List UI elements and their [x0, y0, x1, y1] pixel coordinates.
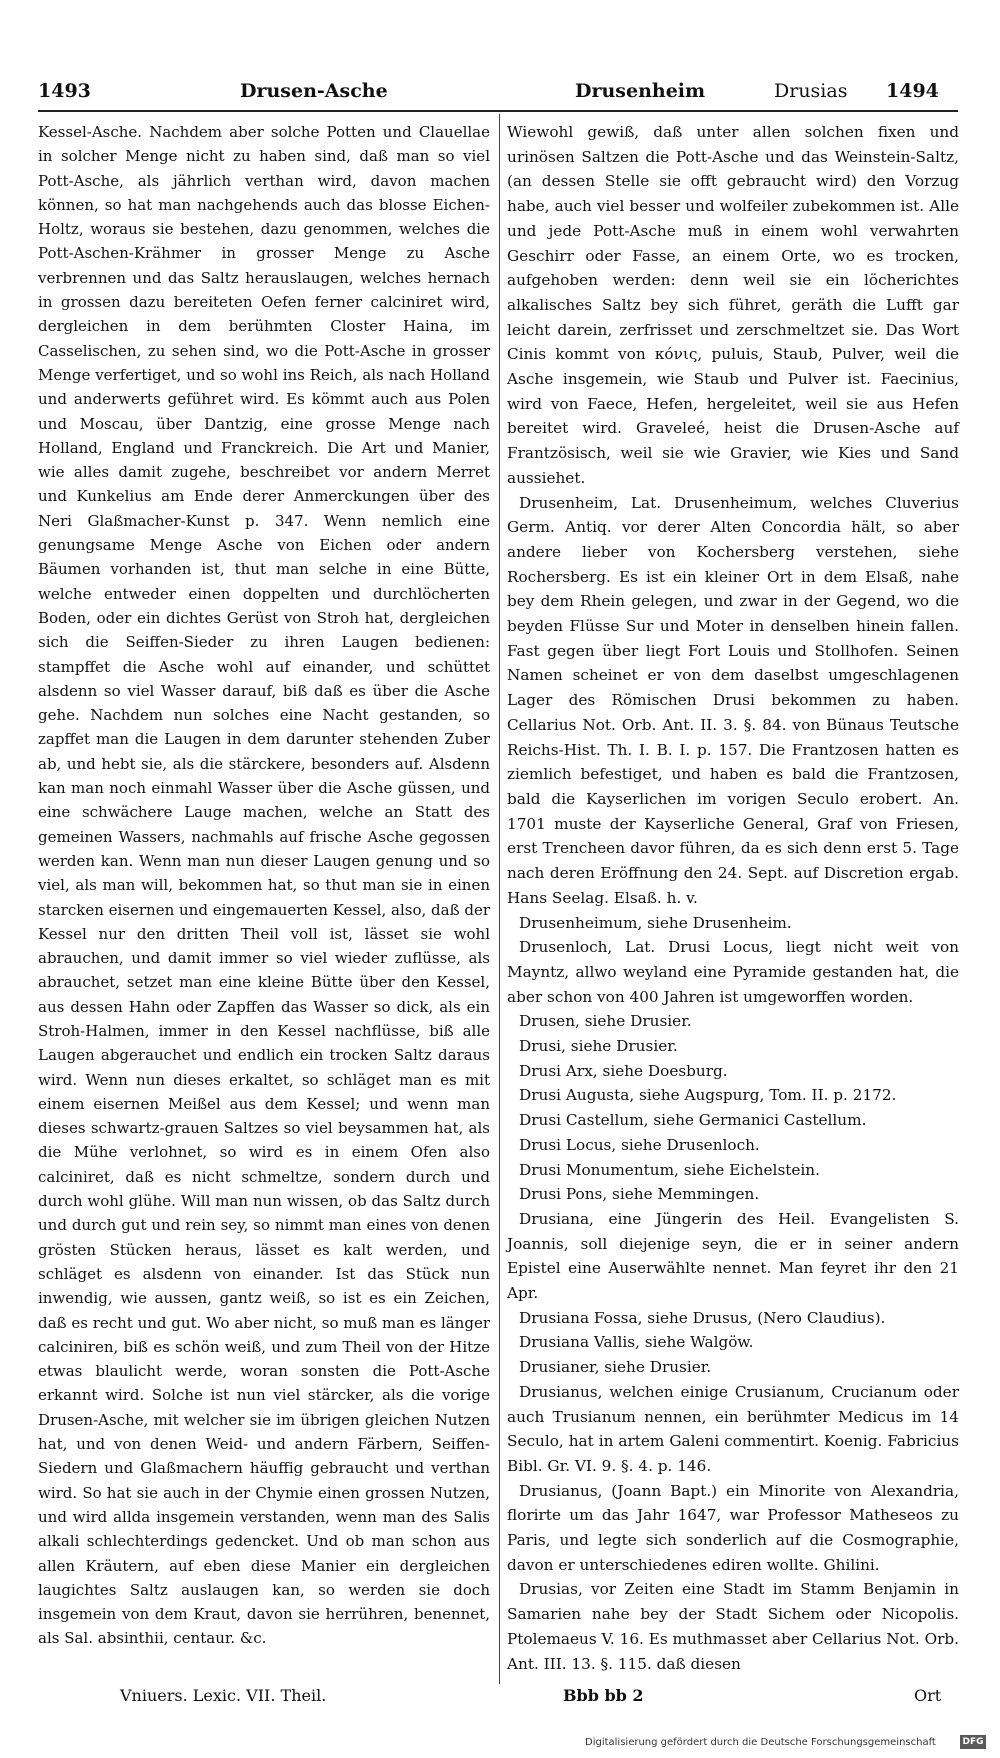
- running-title-right: Drusenheim: [575, 80, 706, 102]
- right-column: [507, 120, 959, 1676]
- left-column-text: Kessel-Asche. Nachdem aber solche Potten und Clauellae in solcher Menge nicht zu haben sind, daß man so viel Pott-Asche, als jährlich verthan wird, davon machen können, so hat man nachgehends auch das blosse Eichen-Holtz, woraus sie bestehen, dazu genommen, welches die Pott-Aschen-Krähmer in grosser Menge zu Asche verbrennen und das Saltz herauslaugen, welches hernach in grossen dazu bereiteten Oefen ferner calciniret wird, dergleichen in dem berühmten Closter Haina, im Casselischen, zu sehen sind, wo die Pott-Asche in grosser Menge verfertiget, und so wohl ins Reich, als nach Holland und anderwerts geführet wird. Es kömmt auch aus Polen und Moscau, über Dantzig, eine grosse Menge nach Holland, England und Franckreich. Die Art und Manier, wie alles damit zugehe, beschreibet vor andern Merret und Kunkelius am Ende derer Anmerckungen über des Neri Glaßmacher-Kunst p. 347. Wenn nemlich eine genungsame Menge Asche von Eichen oder andern Bäumen vorhanden ist, thut man selche in eine Bütte, welche entweder einen doppelten und durchlöcherten Boden, oder ein dichtes Gerüst von Stroh hat, dergleichen sich die Seiffen-Sieder zu ihren Laugen bedienen: stampffet die Asche wohl auf einander, und schüttet alsdenn so viel Wasser darauf, biß daß es über die Asche gehe. Nachdem nun solches eine Nacht gestanden, so zapffet man die Laugen in dem darunter stehenden Zuber ab, und hebt sie, als die stärckere, besonders auf. Alsdenn kan man noch einmahl Wasser über die Asche güssen, und eine schwächere Lauge machen, welche an Statt des gemeinen Wassers, nachmahls auf frische Asche gegossen werden kan. Wenn man nun dieser Laugen genung und so viel, als man will, bekommen hat, so thut man sie in einen starcken eisernen und eingemauerten Kessel, also, daß der Kessel nur den dritten Theil voll ist, lässet sie wohl abrauchen, und damit immer so viel wieder zuflüsse, als abrauchet, setzet man eine kleine Bütte über den Kessel, aus dessen Hahn oder Zapffen das Wasser so dick, als ein Stroh-Halmen, immer in den Kessel nachflüsse, biß alle Laugen abgerauchet und endlich ein trocken Saltz daraus wird. Wenn nun dieses erkaltet, so schläget man es mit einem eisernen Meißel aus dem Kessel; und wenn man dieses schwartz-grauen Saltzes so viel beysammen hat, als die Mühe verlohnet, so wird es in einem Ofen also calciniret, daß es nicht schmeltze, sondern durch und durch wohl glühe. Will man nun wissen, ob das Saltz durch und durch gut und rein sey, so nimmt man eines von denen grösten Stücken heraus, lässet es kalt werden, und schläget es alsdenn von einander. Ist das Stück nun inwendig, wie aussen, gantz weiß, so ist es ein Zeichen, daß es recht und gut. Wo aber nicht, so muß man es länger calciniren, biß es schön weiß, und zum Theil von der Hitze etwas blaulicht werde, woran sonsten die Pott-Asche erkannt wird. Solche ist nun viel stärcker, als die vorige Drusen-Asche, mit welcher sie im übrigen gleichen Nutzen hat, und von denen Weid- und andern Färbern, Seiffen-Siedern und Glaßmachern häuffig gebraucht und verthan wird. So hat sie auch in der Chymie einen grossen Nutzen, und wird allda insgemein verstanden, wenn man des Salis alkali schlechterdings gedencket. Und ob man schon aus allen Kräutern, auf eben diese Manier ein dergleichen laugichtes Saltz auslaugen kan, so werden sie doch insgemein von dem Kraut, davon sie herrühren, benennet, als Sal. absinthii, centaur. &c.: [38, 123, 491, 1648]
- entry-drusiana-fossa: Drusiana Fossa, siehe Drusus, (Nero Claudius).: [519, 1308, 886, 1327]
- entry-drusianus-joann: Drusianus, (Joann Bapt.) ein Minorite von Alexandria, florirte um das Jahr 1647, war Professor Matheseos zu Paris, und legte sich sonderlich auf die Cosmographie, davon er unterschiedenes ediren wollte. Ghilini.: [507, 1481, 959, 1574]
- column-divider: [499, 114, 500, 1684]
- entry-drusiana-vallis: Drusiana Vallis, siehe Walgöw.: [519, 1333, 754, 1352]
- entry-drusenheim: Drusenheim, Lat. Drusenheimum, welches Cluverius Germ. Antiq. vor derer Alten Concordia hält, so aber andere lieber von Kochersberg verstehen, siehe Rochersberg. Es ist ein kleiner Ort in dem Elsaß, nahe bey dem Rhein gelegen, und zwar in der Gegend, wo die beyden Flüsse Sur und Moter in denselben hinein fallen. Fast gegen über liegt Fort Louis und Stollhofen. Seinen Namen scheinet er von dem daselbst umgeschlagenen Lager des Römischen Drusi bekommen zu haben. Cellarius Not. Orb. Ant. II. 3. §. 84. von Bünaus Teutsche Reichs-Hist. Th. I. B. I. p. 157. Die Frantzosen hatten es ziemlich befestiget, und haben es bald die Frantzosen, bald die Kayserlichen im vorigen Seculo erobert. An. 1701 muste der Kayserliche General, Graf von Friesen, erst Trencheen davor führen, da es sich denn erst 5. Tage nach deren Eröffnung den 24. Sept. auf Discretion ergab. Hans Seelag. Elsaß. h. v.: [507, 493, 959, 907]
- dfg-logo: DFG: [960, 1735, 986, 1749]
- signature-mark: Bbb bb 2: [563, 1686, 644, 1705]
- entry-drusi: Drusi, siehe Drusier.: [519, 1037, 678, 1056]
- running-title-right-extra: Drusias: [774, 80, 848, 102]
- page-number-right: 1494: [886, 80, 939, 102]
- catchword: Ort: [914, 1686, 942, 1705]
- entry-drusenloch: Drusenloch, Lat. Drusi Locus, liegt nicht weit von Mayntz, allwo weyland eine Pyramide gestanden hat, die aber schon von 400 Jahren ist umgeworffen worden.: [507, 938, 959, 1006]
- entry-drusianer: Drusianer, siehe Drusier.: [519, 1358, 712, 1377]
- running-title-left: Drusen-Asche: [240, 80, 388, 102]
- entry-drusen: Drusen, siehe Drusier.: [519, 1012, 692, 1031]
- entry-drusi-castellum: Drusi Castellum, siehe Germanici Castellum.: [519, 1111, 867, 1130]
- entry-drusi-augusta: Drusi Augusta, siehe Augspurg, Tom. II. p. 2172.: [519, 1086, 897, 1105]
- entry-drusiana: Drusiana, eine Jüngerin des Heil. Evangelisten S. Joannis, soll diejenige seyn, die er in seiner andern Epistel eine Auserwählte nennet. Man feyret ihr den 21 Apr.: [507, 1209, 959, 1303]
- left-column: [38, 120, 490, 1651]
- continuation-text: Wiewohl gewiß, daß unter allen solchen fixen und urinösen Saltzen die Pott-Asche und das Weinstein-Saltz, (an dessen Stelle sie offt gebraucht wird) den Vorzug habe, auch viel besser und wolfeiler zubekommen ist. Alle und jede Pott-Asche muß in einem wohl verwahrten Geschirr oder Fasse, an einem Orte, wo es trocken, aufgehoben werden: denn weil sie ein löcherichtes alkalisches Saltz bey sich führet, geräth die Lufft gar leicht darein, zerfrisset und zerschmeltzet sie. Das Wort Cinis kommt von κόνις, puluis, Staub, Pulver, weil die Asche insgemein, wie Staub und Pulver ist. Faecinius, wird von Faece, Hefen, hergeleitet, weil sie aus Hefen bereitet wird. Graveleé, heist die Drusen-Asche auf Frantzösisch, weil sie wie Gravier, wie Kies und Sand aussiehet.: [507, 123, 959, 487]
- entry-drusi-locus: Drusi Locus, siehe Drusenloch.: [519, 1135, 760, 1154]
- entry-drusi-arx: Drusi Arx, siehe Doesburg.: [519, 1061, 728, 1080]
- digitization-credit: Digitalisierung gefördert durch die Deutsche Forschungsgemeinschaft: [585, 1737, 936, 1748]
- entry-drusi-monumentum: Drusi Monumentum, siehe Eichelstein.: [519, 1160, 820, 1179]
- header-rule: [38, 110, 958, 112]
- volume-line: Vniuers. Lexic. VII. Theil.: [120, 1686, 327, 1705]
- page-number-left: 1493: [38, 80, 91, 102]
- entry-drusi-pons: Drusi Pons, siehe Memmingen.: [519, 1185, 760, 1204]
- entry-drusias: Drusias, vor Zeiten eine Stadt im Stamm Benjamin in Samarien nahe bey der Stadt Sichem oder Nicopolis. Ptolemaeus V. 16. Es muthmasset aber Cellarius Not. Orb. Ant. III. 13. §. 115. daß diesen: [507, 1580, 959, 1673]
- entry-drusenheimum: Drusenheimum, siehe Drusenheim.: [519, 913, 792, 932]
- entry-drusianus: Drusianus, welchen einige Crusianum, Crucianum oder auch Trusianum nennen, ein berühmter Medicus im 14 Seculo, hat in artem Galeni commentirt. Koenig. Fabricius Bibl. Gr. VI. 9. §. 4. p. 146.: [507, 1382, 959, 1475]
